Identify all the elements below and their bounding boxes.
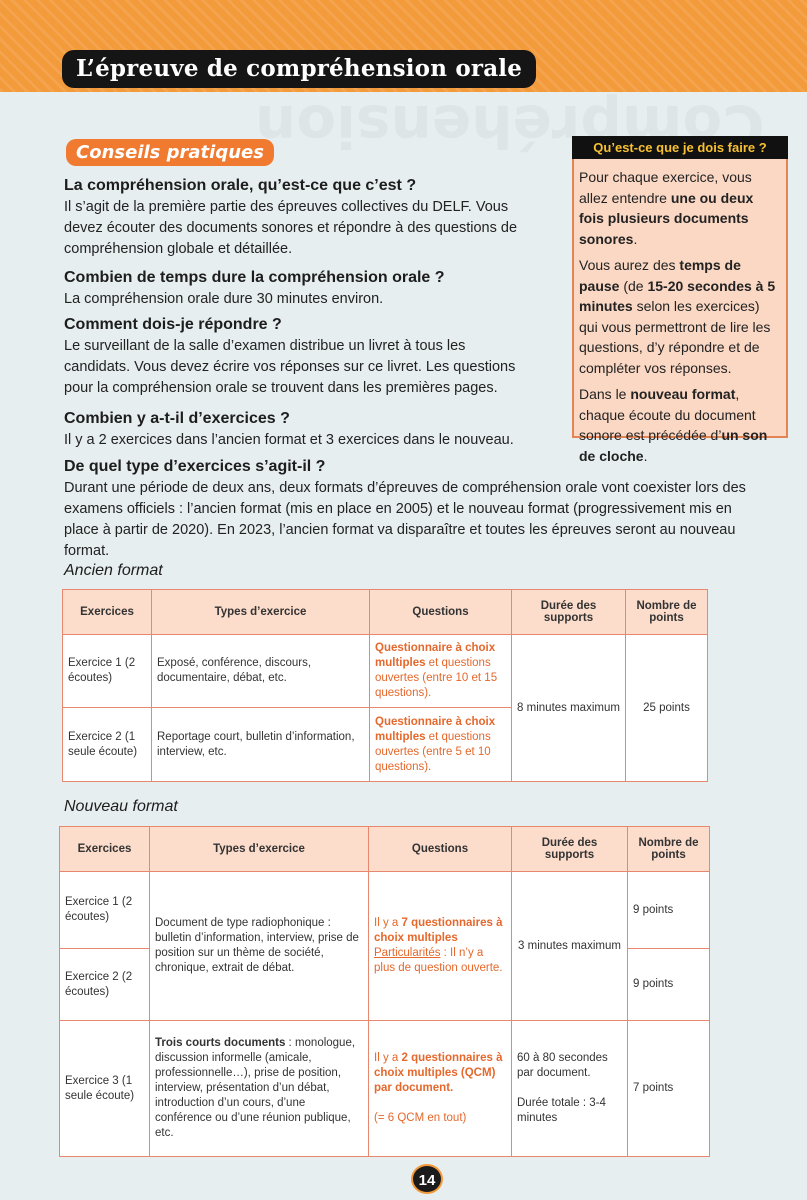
- answer-text: Durant une période de deux ans, deux formats d’épreuves de compréhension orale vont coexister lors des examens officiels : l’ancien format (mis en place en 2005) et le nouveau format (progressivement mis en place à partir de 2020). En 2023, l’ancien format va disparaître et toutes les épreuves seront au nouveau format.: [64, 480, 746, 559]
- info-paragraph-1: Pour chaque exercice, vous allez entendre une ou deux fois plusieurs documents sonores.: [579, 169, 754, 247]
- type-cell: Trois courts documents : monologue, discussion informelle (amicale, professionnelle…), prise de position, interview, présentation d’un débat, introduction d’un cours, d’une conférence ou d’une réunion publique, etc.: [150, 1021, 369, 1157]
- duration-cell: 8 minutes maximum: [512, 635, 626, 782]
- table-header-row: [63, 590, 708, 635]
- section-tab-conseils: Conseils pratiques: [66, 139, 274, 166]
- question-heading: De quel type d’exercices s’agit-il ?: [64, 458, 326, 475]
- qa-block-3: [64, 314, 534, 399]
- page-title: L’épreuve de compréhension orale: [62, 50, 536, 88]
- answer-text: Il y a 2 exercices dans l’ancien format et 3 exercices dans le nouveau.: [64, 432, 514, 448]
- info-paragraph-2: Vous aurez des temps de pause (de 15-20 secondes à 5 minutes selon les exercices) qui vous permettront de lire les questions, d’y répondre et de compléter vos réponses.: [579, 257, 776, 376]
- points-cell: 7 points: [628, 1021, 710, 1157]
- qa-block-5: [64, 456, 764, 562]
- answer-text: La compréhension orale dure 30 minutes environ.: [64, 291, 384, 307]
- qa-block-2: [64, 267, 534, 310]
- exercise-cell: Exercice 1 (2 écoutes): [63, 635, 152, 708]
- answer-text: Il s’agit de la première partie des épreuves collectives du DELF. Vous devez écouter des documents sonores et répondre à des questions de compréhension globale et détaillée.: [64, 199, 518, 257]
- column-header: Nombre de points: [628, 827, 710, 872]
- ancien-format-table: [62, 589, 708, 782]
- question-heading: La compréhension orale, qu’est-ce que c’est ?: [64, 177, 417, 194]
- type-cell: Reportage court, bulletin d’information, interview, etc.: [152, 708, 370, 782]
- points-cell: 9 points: [628, 872, 710, 949]
- column-header: Questions: [370, 590, 512, 635]
- column-header: Nombre de points: [626, 590, 708, 635]
- column-header: Types d’exercice: [152, 590, 370, 635]
- column-header: Types d’exercice: [150, 827, 369, 872]
- type-cell: Exposé, conférence, discours, documentaire, débat, etc.: [152, 635, 370, 708]
- nouveau-format-label: Nouveau format: [64, 798, 178, 815]
- answer-text: Le surveillant de la salle d’examen distribue un livret à tous les candidats. Vous devez écrire vos réponses sur ce livret. Les questions pour la compréhension orale se trouvent dans les premières pages.: [64, 338, 516, 396]
- question-heading: Combien de temps dure la compréhension orale ?: [64, 269, 445, 286]
- duration-cell: 3 minutes maximum: [512, 872, 628, 1021]
- info-box: [572, 136, 788, 464]
- column-header: Durée des supports: [512, 590, 626, 635]
- info-box-title: Qu’est-ce que je dois faire ?: [572, 136, 788, 159]
- exercise-cell: Exercice 3 (1 seule écoute): [60, 1021, 150, 1157]
- question-heading: Comment dois-je répondre ?: [64, 316, 282, 333]
- questions-cell: Il y a 2 questionnaires à choix multiples (QCM) par document. (= 6 QCM en tout): [369, 1021, 512, 1157]
- type-cell: Document de type radiophonique : bulletin d’information, interview, prise de position sur un thème de société, chronique, extrait de débat.: [150, 872, 369, 1021]
- column-header: Durée des supports: [512, 827, 628, 872]
- nouveau-format-table: [59, 826, 710, 1157]
- duration-cell: 60 à 80 secondes par document. Durée totale : 3-4 minutes: [512, 1021, 628, 1157]
- exercise-cell: Exercice 2 (2 écoutes): [60, 949, 150, 1021]
- points-cell: 25 points: [626, 635, 708, 782]
- info-paragraph-3: Dans le nouveau format, chaque écoute du document sonore est précédée d’un son de cloche.: [579, 386, 768, 464]
- table-row: [60, 1021, 710, 1157]
- table-header-row: [60, 827, 710, 872]
- points-cell: 9 points: [628, 949, 710, 1021]
- qa-block-4: [64, 408, 534, 451]
- question-heading: Combien y a-t-il d’exercices ?: [64, 410, 290, 427]
- exercise-cell: Exercice 1 (2 écoutes): [60, 872, 150, 949]
- questions-cell: Questionnaire à choix multiples et questions ouvertes (entre 10 et 15 questions).: [370, 635, 512, 708]
- ancien-format-label: Ancien format: [64, 562, 163, 579]
- qa-block-1: [64, 175, 534, 260]
- exercise-cell: Exercice 2 (1 seule écoute): [63, 708, 152, 782]
- table-row: [60, 872, 710, 949]
- column-header: Exercices: [63, 590, 152, 635]
- questions-cell: Questionnaire à choix multiples et questions ouvertes (entre 5 et 10 questions).: [370, 708, 512, 782]
- questions-cell: Il y a 7 questionnaires à choix multiples Particularités : Il n’y a plus de question ouverte.: [369, 872, 512, 1021]
- table-row: [63, 635, 708, 708]
- column-header: Questions: [369, 827, 512, 872]
- column-header: Exercices: [60, 827, 150, 872]
- page-number: 14: [411, 1164, 443, 1194]
